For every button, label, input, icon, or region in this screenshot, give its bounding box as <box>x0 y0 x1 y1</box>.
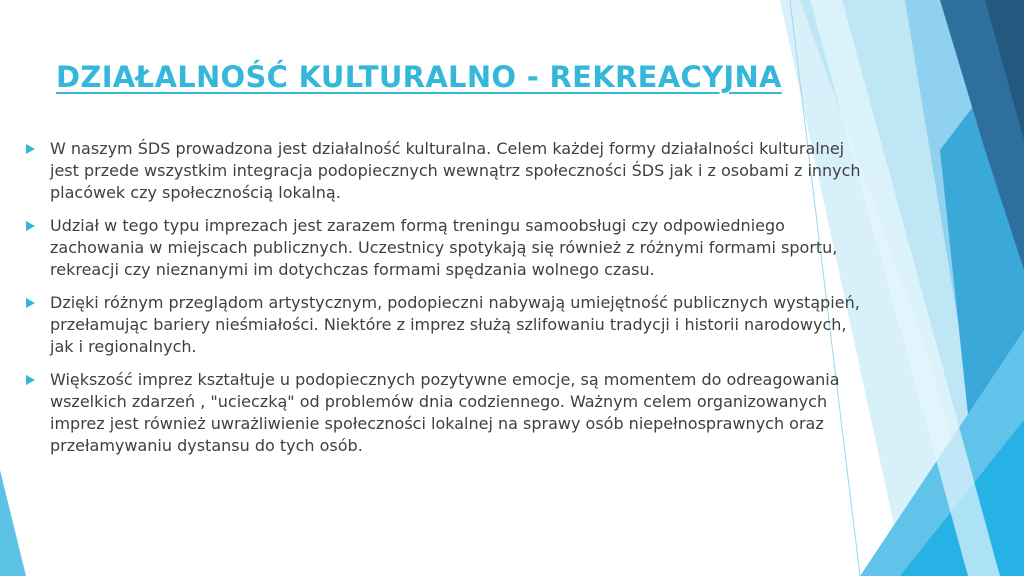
slide-title: DZIAŁALNOŚĆ KULTURALNO - REKREACYJNA <box>56 60 782 94</box>
bullet-list <box>24 138 864 468</box>
bullet-item <box>24 369 864 457</box>
bullet-item <box>24 292 864 358</box>
triangle-bullet-icon <box>26 375 35 385</box>
bullet-item <box>24 138 864 204</box>
bullet-item <box>24 215 864 281</box>
bullet-text: Udział w tego typu imprezach jest zarazem formą treningu samoobsługi czy odpowiedniego zachowania w miejscach publicznych. Uczestnicy spotykają się również z różnymi formami sportu, rekreacji czy nieznanymi im dotychczas formami spędzania wolnego czasu. <box>50 216 838 279</box>
triangle-bullet-icon <box>26 298 35 308</box>
triangle-bullet-icon <box>26 221 35 231</box>
bullet-text: Większość imprez kształtuje u podopiecznych pozytywne emocje, są momentem do odreagowania wszelkich zdarzeń , "ucieczką" od problemów dnia codziennego. Ważnym celem organizowanych imprez jest również uwrażliwienie społeczności lokalnej na sprawy osób niepełnosprawnych oraz przełamywaniu dystansu do tych osób. <box>50 370 840 455</box>
bullet-text: W naszym ŚDS prowadzona jest działalność kulturalna. Celem każdej formy działalności kulturalnej jest przede wszystkim integracja podopiecznych wewnątrz społeczności ŚDS jak i z osobami z innych placówek czy społecznością lokalną. <box>50 139 861 202</box>
bullet-text: Dzięki różnym przeglądom artystycznym, podopieczni nabywają umiejętność publicznych wystąpień, przełamując bariery nieśmiałości. Niektóre z imprez służą szlifowaniu tradycji i historii narodowych, jak i regionalnych. <box>50 293 860 356</box>
triangle-bullet-icon <box>26 144 35 154</box>
left-edge-shape <box>0 470 26 576</box>
